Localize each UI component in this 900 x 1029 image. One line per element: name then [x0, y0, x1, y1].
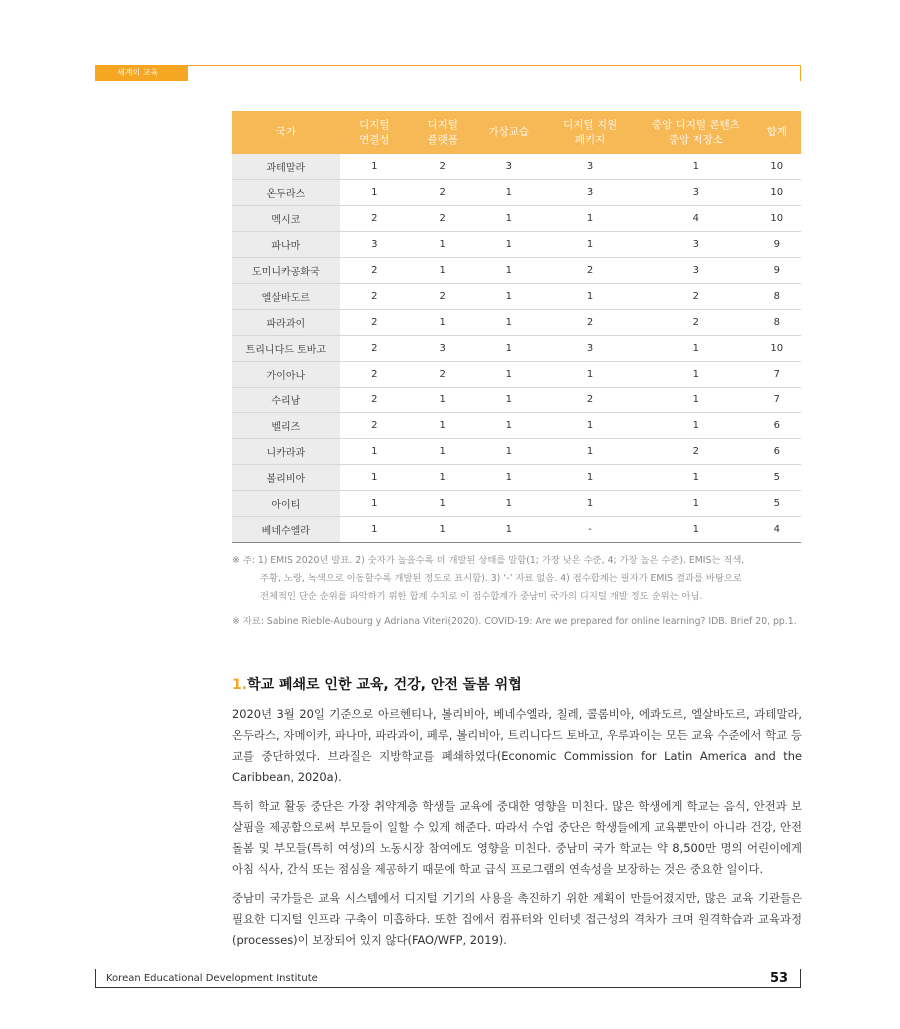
- country-cell: 트리니다드 토바고: [232, 335, 340, 361]
- score-cell: 9: [753, 258, 801, 284]
- score-cell: 5: [753, 465, 801, 491]
- score-cell: 1: [639, 154, 752, 180]
- section-heading: [232, 674, 522, 694]
- table-header-row: [232, 111, 801, 154]
- header-rule-right: [800, 65, 801, 81]
- score-cell: 1: [639, 465, 752, 491]
- page-number: 53: [770, 971, 789, 986]
- score-cell: 1: [409, 258, 476, 284]
- score-cell: 1: [340, 180, 409, 206]
- score-cell: 10: [753, 154, 801, 180]
- score-cell: 1: [409, 491, 476, 517]
- table-row: [232, 154, 801, 180]
- score-cell: 1: [409, 516, 476, 542]
- score-cell: 2: [409, 180, 476, 206]
- score-cell: 1: [541, 465, 639, 491]
- score-cell: 1: [409, 309, 476, 335]
- country-cell: 벨리즈: [232, 413, 340, 439]
- score-cell: 10: [753, 180, 801, 206]
- score-cell: 6: [753, 439, 801, 465]
- section-tab: 세계의 교육: [95, 65, 188, 81]
- score-cell: 2: [340, 258, 409, 284]
- score-cell: 1: [409, 465, 476, 491]
- table-row: [232, 335, 801, 361]
- score-cell: 2: [340, 387, 409, 413]
- score-cell: 1: [476, 180, 541, 206]
- section-number: 1.: [232, 677, 248, 693]
- score-cell: 1: [476, 516, 541, 542]
- score-cell: 1: [541, 361, 639, 387]
- score-cell: -: [541, 516, 639, 542]
- table-row: [232, 516, 801, 542]
- paragraph-2: 특히 학교 활동 중단은 가장 취약계층 학생들 교육에 중대한 영향을 미친다. 많은 학생에게 학교는 음식, 안전과 보살핌을 제공함으로써 부모들이 일할 수 있게 해준다. 따라서 수업 중단은 학생들에게 교육뿐만이 아니라 건강, 안전 돌봄 및 부모들(특히 여성)의 노동시장 참여에도 영향을 미친다. 중남미 국가 학교는 약 8,500만 명의 어린이에게 아침 식사, 간식 또는 점심을 제공하기 때문에 학교 급식 프로그램의 연속성을 보장하는 것은 중요한 일이다.: [232, 799, 802, 876]
- table-header-cell: 디지털 플랫폼: [409, 111, 476, 154]
- country-cell: 온두라스: [232, 180, 340, 206]
- country-cell: 니카라과: [232, 439, 340, 465]
- score-cell: 1: [409, 413, 476, 439]
- score-cell: 1: [340, 439, 409, 465]
- country-cell: 과테말라: [232, 154, 340, 180]
- score-cell: 6: [753, 413, 801, 439]
- score-cell: 1: [476, 439, 541, 465]
- score-cell: 2: [409, 361, 476, 387]
- score-cell: 3: [541, 335, 639, 361]
- score-cell: 1: [340, 516, 409, 542]
- score-cell: 2: [340, 335, 409, 361]
- score-cell: 1: [639, 413, 752, 439]
- score-cell: 2: [340, 283, 409, 309]
- table-header-cell: 국가: [232, 111, 340, 154]
- table-body: [232, 154, 801, 542]
- score-cell: 1: [476, 283, 541, 309]
- score-cell: 2: [340, 413, 409, 439]
- score-cell: 7: [753, 361, 801, 387]
- table-header-cell: 합계: [753, 111, 801, 154]
- score-cell: 10: [753, 206, 801, 232]
- table-row: [232, 232, 801, 258]
- country-cell: 파나마: [232, 232, 340, 258]
- score-cell: 2: [340, 361, 409, 387]
- country-cell: 도미니카공화국: [232, 258, 340, 284]
- score-cell: 8: [753, 283, 801, 309]
- score-cell: 1: [409, 387, 476, 413]
- score-cell: 1: [541, 439, 639, 465]
- table-notes: [232, 552, 807, 631]
- score-cell: 1: [639, 361, 752, 387]
- country-cell: 멕시코: [232, 206, 340, 232]
- table-header-cell: 디지털 연결성: [340, 111, 409, 154]
- score-cell: 1: [476, 258, 541, 284]
- table-row: [232, 387, 801, 413]
- table-source: ※ 자료: Sabine Rieble-Aubourg y Adriana Viteri(2020). COVID-19: Are we prepared for online learning? IDB. Brief 20, pp.1.: [232, 616, 797, 627]
- score-cell: 2: [541, 387, 639, 413]
- score-cell: 7: [753, 387, 801, 413]
- score-cell: 1: [541, 413, 639, 439]
- score-cell: 2: [541, 258, 639, 284]
- score-cell: 3: [340, 232, 409, 258]
- table-row: [232, 491, 801, 517]
- score-cell: 4: [639, 206, 752, 232]
- country-cell: 수리남: [232, 387, 340, 413]
- table-header-cell: 디지털 지원 패키지: [541, 111, 639, 154]
- note-line-2: 주황, 노랑, 녹색으로 이동할수록 개발된 정도로 표시함). 3) ‘-’ 자료 없음. 4) 점수합계는 필자가 EMIS 결과를 바탕으로: [260, 573, 742, 584]
- note-line-3: 전체적인 단순 순위를 파악하기 위한 합계 수치로 이 점수합계가 중남미 국가의 디지털 개발 정도 순위는 아님.: [260, 591, 703, 602]
- score-cell: 5: [753, 491, 801, 517]
- score-cell: 1: [340, 465, 409, 491]
- country-cell: 파라과이: [232, 309, 340, 335]
- score-cell: 1: [340, 154, 409, 180]
- note-line-1: ※ 주: 1) EMIS 2020년 발표. 2) 숫자가 높을수록 더 개발된 상태를 말함(1; 가장 낮은 수준, 4; 가장 높은 수준). EMIS는 적색,: [232, 555, 745, 566]
- score-cell: 1: [639, 387, 752, 413]
- score-cell: 1: [476, 335, 541, 361]
- table-row: [232, 413, 801, 439]
- table-row: [232, 465, 801, 491]
- score-cell: 2: [541, 309, 639, 335]
- score-cell: 1: [639, 335, 752, 361]
- score-cell: 1: [541, 232, 639, 258]
- score-cell: 1: [476, 413, 541, 439]
- score-cell: 1: [476, 361, 541, 387]
- score-cell: 2: [409, 283, 476, 309]
- score-cell: 1: [541, 283, 639, 309]
- score-cell: 1: [639, 491, 752, 517]
- score-cell: 2: [639, 439, 752, 465]
- paragraph-1: 2020년 3월 20일 기준으로 아르헨티나, 볼리비아, 베네수엘라, 칠레, 콜롬비아, 에콰도르, 엘살바도르, 과테말라, 온두라스, 자메이카, 파나마, 파라과이, 페루, 볼리비아, 트리니다드 토바고, 우루과이는 모든 교육 수준에서 학교 등교를 중단하였다. 브라질은 지방학교를 폐쇄하였다(Economic Commission for Latin America and the Caribbean, 2020a).: [232, 707, 802, 784]
- country-cell: 엘살바도르: [232, 283, 340, 309]
- country-cell: 가이아나: [232, 361, 340, 387]
- score-cell: 3: [409, 335, 476, 361]
- footer-rule: [95, 987, 801, 988]
- table-row: [232, 180, 801, 206]
- score-cell: 2: [340, 309, 409, 335]
- country-cell: 베네수엘라: [232, 516, 340, 542]
- paragraph-3: 중남미 국가들은 교육 시스템에서 디지털 기기의 사용을 촉진하기 위한 계획이 만들어졌지만, 많은 교육 기관들은 필요한 디지털 인프라 구축이 미흡하다. 또한 집에서 컴퓨터와 인터넷 접근성의 격차가 크며 원격학습과 교육과정(processes)이 보장되어 있지 않다(FAO/WFP, 2019).: [232, 891, 802, 947]
- score-cell: 2: [409, 206, 476, 232]
- table-row: [232, 283, 801, 309]
- score-cell: 2: [639, 283, 752, 309]
- table-row: [232, 439, 801, 465]
- score-cell: 1: [476, 465, 541, 491]
- table-header-cell: 중앙 디지털 콘텐츠 중앙 저장소: [639, 111, 752, 154]
- section-title: 학교 폐쇄로 인한 교육, 건강, 안전 돌봄 위협: [247, 677, 522, 693]
- score-cell: 4: [753, 516, 801, 542]
- score-cell: 2: [409, 154, 476, 180]
- score-cell: 3: [541, 180, 639, 206]
- score-cell: 2: [639, 309, 752, 335]
- header-rule: [95, 65, 801, 66]
- score-cell: 1: [476, 206, 541, 232]
- score-cell: 3: [639, 180, 752, 206]
- score-cell: 1: [476, 309, 541, 335]
- digital-readiness-table: [232, 111, 801, 543]
- score-cell: 10: [753, 335, 801, 361]
- score-cell: 1: [476, 491, 541, 517]
- footer-rule-left: [95, 969, 96, 987]
- score-cell: 1: [476, 232, 541, 258]
- score-cell: 1: [409, 232, 476, 258]
- score-cell: 1: [541, 206, 639, 232]
- score-cell: 3: [639, 232, 752, 258]
- table-row: [232, 309, 801, 335]
- table-row: [232, 258, 801, 284]
- score-cell: 1: [340, 491, 409, 517]
- country-cell: 아이티: [232, 491, 340, 517]
- score-cell: 1: [639, 516, 752, 542]
- score-cell: 8: [753, 309, 801, 335]
- table-header-cell: 가상교습: [476, 111, 541, 154]
- score-cell: 1: [409, 439, 476, 465]
- score-cell: 3: [639, 258, 752, 284]
- footer-institute: Korean Educational Development Institute: [106, 973, 318, 984]
- score-cell: 1: [476, 387, 541, 413]
- score-cell: 3: [476, 154, 541, 180]
- score-cell: 9: [753, 232, 801, 258]
- score-cell: 2: [340, 206, 409, 232]
- footer-rule-right: [800, 969, 801, 987]
- score-cell: 3: [541, 154, 639, 180]
- table-row: [232, 361, 801, 387]
- score-cell: 1: [541, 491, 639, 517]
- country-cell: 볼리비아: [232, 465, 340, 491]
- table-row: [232, 206, 801, 232]
